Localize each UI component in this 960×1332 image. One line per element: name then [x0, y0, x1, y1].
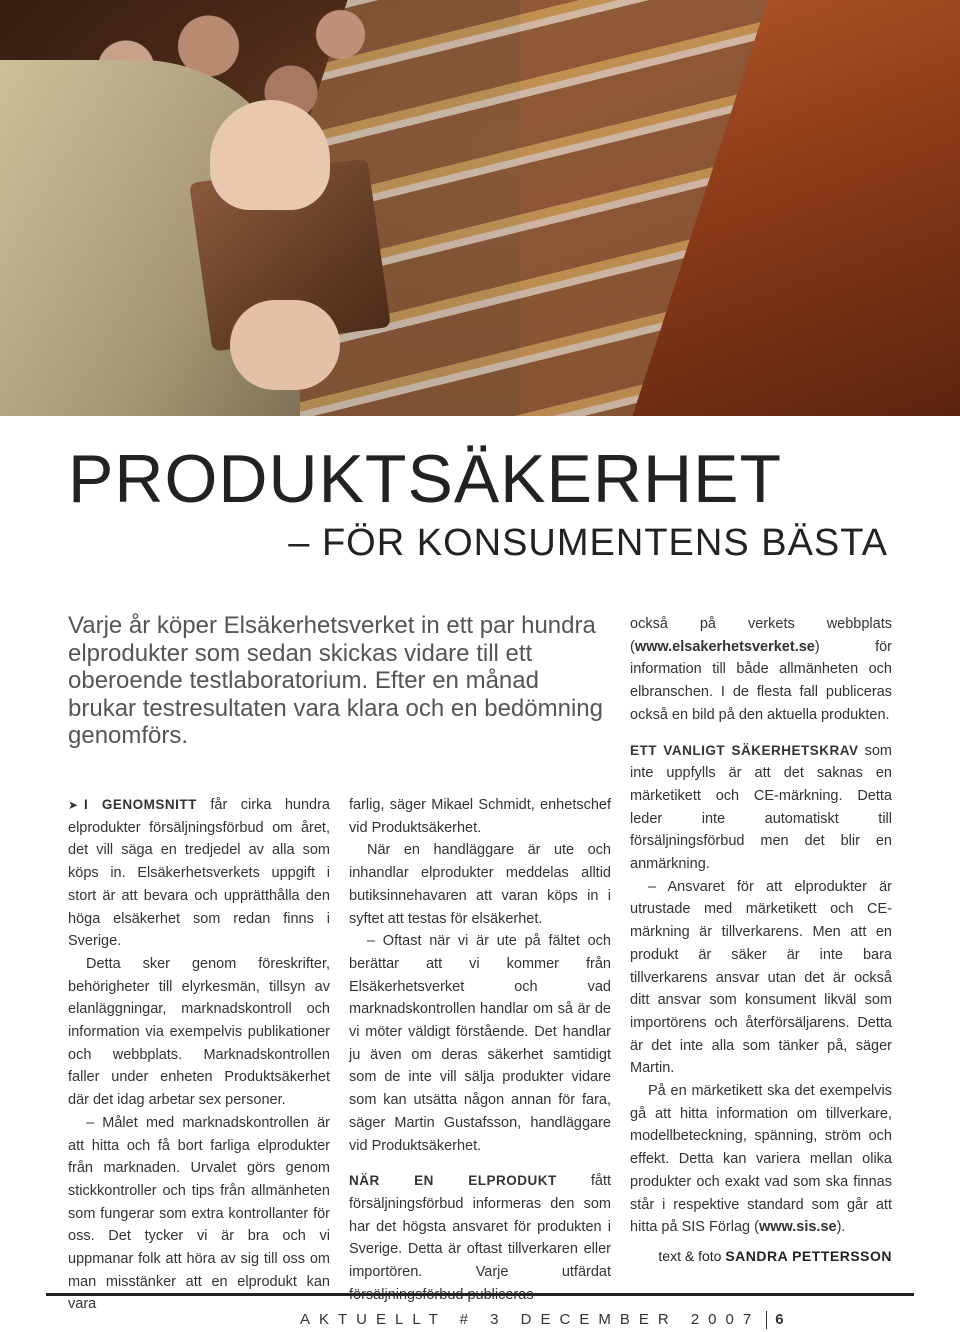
col1-p1-text: får cirka hundra elprodukter försäljningsförbud om året, det vill säga en tredjedel av alla som köps in. Elsäkerhetsverkets uppgift i stort är att bevara och upprätthålla den höga elsäkerhet som redan finns i Sverige.: [68, 797, 330, 950]
col3-p4-a: På en märketikett ska det exempelvis gå att hitta information om tillverkare, modellbeteckning, spänning, ström och effekt. Detta kan variera mellan olika produkter och exakt vad som ska finnas står i respektive standard som går att hitta på SIS Förlag (: [630, 1083, 892, 1236]
col1-paragraph-3: – Målet med marknadskontrollen är att hitta och få bort farliga elprodukter från marknaden. Urvalet görs genom stickkontroller och tips från allmänheten som fungerar som extra kontrollanter för oss. Det tycker vi är bra och vi uppmanar folk att höra av sig till oss om man misstänker att en elprodukt kan vara: [68, 1114, 330, 1313]
arrow-icon: ➤: [68, 798, 79, 812]
column-1: [68, 794, 330, 1316]
col2-lead: NÄR EN ELPRODUKT: [349, 1173, 557, 1189]
col1-paragraph-1: [68, 794, 330, 953]
hero-photo: [0, 0, 960, 416]
col3-lead: ETT VANLIGT SÄKERHETSKRAV: [630, 742, 859, 758]
credit-name: SANDRA PETTERSSON: [725, 1248, 892, 1264]
footer-separator: [766, 1311, 767, 1329]
col3-paragraph-4: [630, 1080, 892, 1239]
col1-paragraph-2: Detta sker genom föreskrifter, behörigheter till elyrkesmän, tillsyn av elanläggningar, marknadskontroll och information via exempelvis publikationer och webbplats. Marknadskontrollen faller under enheten Produktsäkerhet där det idag arbetar sex personer.: [68, 955, 330, 1109]
footer-divider: [46, 1293, 914, 1296]
col1-lead: I GENOMSNITT: [84, 797, 197, 812]
col2-paragraph-2: När en handläggare är ute och inhandlar elprodukter meddelas alltid butiksinnehavaren att varan köps in i syftet att testas för elsäkerhet.: [349, 842, 611, 927]
col2-p4-text: fått försäljningsförbud informeras den som har det högsta ansvaret för produkten i Sverige. Detta är oftast tillverkaren eller importören. Varje utfärdat: [349, 1173, 611, 1281]
spacer: [349, 1157, 611, 1170]
elsakerhetsverket-link[interactable]: www.elsakerhetsverket.se: [634, 638, 815, 655]
credit-prefix: text & foto: [658, 1248, 726, 1264]
sis-link[interactable]: www.sis.se: [758, 1219, 837, 1236]
photo-hand: [210, 100, 330, 210]
page-subtitle: – FÖR KONSUMENTENS BÄSTA: [288, 522, 888, 564]
column-2: [349, 794, 611, 1306]
footer: [300, 1311, 784, 1329]
ingress: Varje år köper Elsäkerhetsverket in ett par hundra elprodukter som sedan skickas vidare till ett oberoende testlaboratorium. Efter en månad brukar testresultaten vara klara och en bedömning genomförs.: [68, 612, 603, 749]
col3-paragraph-1: [630, 613, 892, 727]
col2-paragraph-4: [349, 1170, 611, 1306]
col3-paragraph-2: [630, 740, 892, 876]
col2-paragraph-3: – Oftast när vi är ute på fältet och berättar att vi kommer från Elsäkerhetsverket och vad marknadskontrollen handlar om så är de vi möter väldigt förstående. Det handlar ju även om deras säkerhet samtidigt som de inte vill sälja produkter vidare som kan utsätta någon annan för fara, säger Martin Gustafsson, handläggare vid Produktsäkerhet.: [349, 933, 611, 1154]
footer-issue: AKTUELLT # 3 DECEMBER 2007: [300, 1311, 761, 1328]
column-3: [630, 613, 892, 1239]
col2-paragraph-1: farlig, säger Mikael Schmidt, enhetschef vid Produktsäkerhet.: [349, 797, 611, 836]
col3-paragraph-3: – Ansvaret för att elprodukter är utrustade med märketikett och CE-märkning är tillverkarens. Men att en produkt är säker är inte bara tillverkarens ansvar utan det är också ditt ansvar som konsument likväl som importörens och återförsäljarens. Detta är det inte alla som tänker på, säger Martin.: [630, 878, 892, 1077]
spacer: [630, 727, 892, 740]
col3-p1-b: ) för information till både allmänheten och elbranschen. I de flesta fall publiceras också en bild på den aktuella produkten.: [630, 638, 892, 723]
col3-p4-b: ).: [836, 1219, 846, 1236]
page-title: PRODUKTSÄKERHET: [68, 441, 782, 517]
col3-p1-a: också på verkets webbplats (: [630, 616, 892, 655]
col3-p2-text: som inte uppfylls är att det saknas en märketikett och CE-märkning. Detta leder inte automatiskt till försäljningsförbud men det blir en anmärkning.: [630, 742, 892, 873]
photo-credit: [658, 1248, 892, 1264]
photo-hand-lower: [230, 300, 340, 390]
page-number: 6: [775, 1311, 784, 1328]
